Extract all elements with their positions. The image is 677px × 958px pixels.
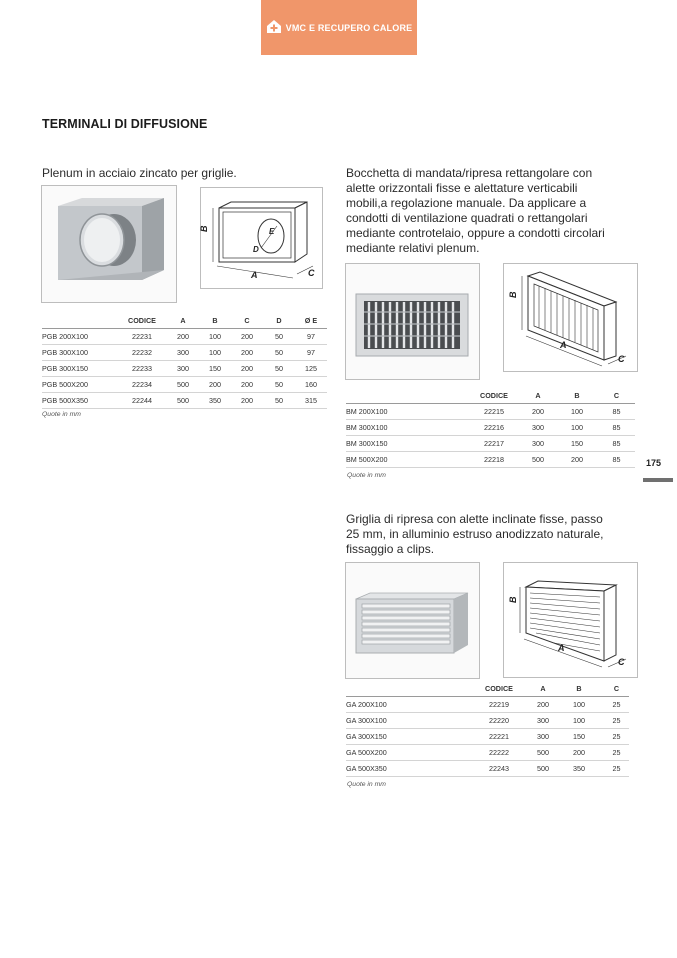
griglia-note: Quote in mm	[347, 781, 386, 788]
griglia-table	[346, 681, 629, 777]
table-cell: 22222	[466, 745, 532, 761]
bocchetta-note: Quote in mm	[347, 472, 386, 479]
table-cell: BM 200X100	[346, 404, 468, 420]
table-cell: 500	[532, 745, 554, 761]
table-row	[346, 761, 629, 777]
table-cell: 25	[604, 713, 629, 729]
griglia-dim-b: B	[508, 596, 518, 603]
table-cell: 300	[532, 729, 554, 745]
table-cell: 85	[598, 452, 635, 468]
table-header-row	[346, 681, 629, 697]
table-cell: 100	[554, 713, 604, 729]
table-cell: GA 500X350	[346, 761, 466, 777]
column-header: Ø E	[295, 313, 327, 329]
table-row	[346, 745, 629, 761]
table-row	[346, 713, 629, 729]
column-header	[346, 388, 468, 404]
column-header: CODICE	[466, 681, 532, 697]
table-row	[42, 361, 327, 377]
table-cell: GA 200X100	[346, 697, 466, 713]
table-cell: 100	[556, 404, 598, 420]
table-cell: 150	[556, 436, 598, 452]
table-cell: 315	[295, 393, 327, 409]
page-marker-bar	[643, 478, 673, 482]
table-row	[42, 377, 327, 393]
table-row	[42, 393, 327, 409]
plenum-description: Plenum in acciaio zincato per griglie.	[42, 166, 237, 180]
column-header: A	[532, 681, 554, 697]
plenum-dim-b: B	[199, 225, 209, 232]
column-header	[42, 313, 117, 329]
table-cell: 200	[167, 329, 199, 345]
plenum-photo	[41, 185, 177, 303]
column-header: B	[556, 388, 598, 404]
table-cell: 22216	[468, 420, 520, 436]
column-header: D	[263, 313, 295, 329]
table-cell: 22218	[468, 452, 520, 468]
table-cell: 500	[532, 761, 554, 777]
table-cell: GA 300X150	[346, 729, 466, 745]
description-line: Bocchetta di mandata/ripresa rettangolare con	[346, 166, 593, 180]
column-header: A	[167, 313, 199, 329]
table-cell: 22217	[468, 436, 520, 452]
column-header: A	[520, 388, 556, 404]
table-cell: BM 300X150	[346, 436, 468, 452]
category-tab	[261, 0, 417, 55]
column-header: C	[231, 313, 263, 329]
table-cell: 200	[231, 377, 263, 393]
table-cell: 50	[263, 377, 295, 393]
table-cell: 150	[199, 361, 231, 377]
table-cell: 100	[556, 420, 598, 436]
griglia-description	[346, 512, 603, 557]
plenum-dim-c: C	[308, 268, 315, 278]
table-cell: 500	[520, 452, 556, 468]
table-header-row	[42, 313, 327, 329]
table-cell: 22221	[466, 729, 532, 745]
table-cell: PGB 300X150	[42, 361, 117, 377]
table-cell: 300	[520, 436, 556, 452]
table-cell: 22220	[466, 713, 532, 729]
table-cell: 100	[554, 697, 604, 713]
table-cell: 500	[167, 377, 199, 393]
table-header-row	[346, 388, 635, 404]
table-cell: 150	[554, 729, 604, 745]
description-line: 25 mm, in alluminio estruso anodizzato naturale,	[346, 527, 604, 541]
table-cell: PGB 200X100	[42, 329, 117, 345]
table-cell: BM 300X100	[346, 420, 468, 436]
table-cell: BM 500X200	[346, 452, 468, 468]
section-title: TERMINALI DI DIFFUSIONE	[42, 117, 208, 131]
table-cell: 300	[167, 345, 199, 361]
plenum-diagram	[200, 187, 323, 289]
table-row	[346, 404, 635, 420]
table-cell: 50	[263, 329, 295, 345]
description-line: mediante relativi plenum.	[346, 241, 480, 255]
table-cell: 350	[554, 761, 604, 777]
table-row	[42, 345, 327, 361]
column-header: C	[598, 388, 635, 404]
table-cell: 97	[295, 329, 327, 345]
table-cell: 300	[520, 420, 556, 436]
table-cell: 50	[263, 361, 295, 377]
table-row	[42, 329, 327, 345]
table-cell: 50	[263, 345, 295, 361]
table-cell: 200	[231, 329, 263, 345]
description-line: condotti di ventilazione quadrati o rettangolari	[346, 211, 588, 225]
table-cell: 22232	[117, 345, 167, 361]
column-header	[346, 681, 466, 697]
table-cell: 200	[199, 377, 231, 393]
table-cell: 160	[295, 377, 327, 393]
griglia-photo	[345, 562, 480, 679]
table-cell: 300	[167, 361, 199, 377]
table-cell: GA 300X100	[346, 713, 466, 729]
plenum-note: Quote in mm	[42, 411, 81, 418]
griglia-diagram	[503, 562, 638, 678]
table-cell: 100	[199, 329, 231, 345]
description-line: mediante controtelaio, oppure a condotti circolari	[346, 226, 605, 240]
plenum-dim-e: E	[269, 227, 275, 236]
table-cell: 25	[604, 729, 629, 745]
table-cell: 22215	[468, 404, 520, 420]
table-cell: 22231	[117, 329, 167, 345]
column-header: B	[554, 681, 604, 697]
griglia-dim-c: C	[618, 657, 625, 667]
bocchetta-table	[346, 388, 635, 468]
table-row	[346, 420, 635, 436]
table-cell: PGB 500X200	[42, 377, 117, 393]
table-cell: 22243	[466, 761, 532, 777]
table-cell: 22219	[466, 697, 532, 713]
bocchetta-dim-a: A	[560, 340, 567, 350]
category-label: VMC E RECUPERO CALORE	[285, 22, 413, 33]
table-cell: 350	[199, 393, 231, 409]
table-cell: 25	[604, 697, 629, 713]
griglia-dim-a: A	[558, 643, 565, 653]
table-cell: GA 500X200	[346, 745, 466, 761]
bocchetta-description	[346, 166, 605, 256]
description-line: fissaggio a clips.	[346, 542, 435, 556]
table-cell: 85	[598, 420, 635, 436]
bocchetta-photo	[345, 263, 480, 380]
plenum-dim-a: A	[251, 270, 258, 280]
table-cell: 22234	[117, 377, 167, 393]
table-cell: 25	[604, 761, 629, 777]
table-cell: 200	[520, 404, 556, 420]
table-row	[346, 697, 629, 713]
bocchetta-dim-c: C	[618, 354, 625, 364]
table-cell: 300	[532, 713, 554, 729]
table-cell: PGB 500X350	[42, 393, 117, 409]
table-cell: 22244	[117, 393, 167, 409]
column-header: C	[604, 681, 629, 697]
page-number: 175	[646, 458, 662, 468]
plenum-dim-d: D	[253, 245, 259, 254]
description-line: alette orizzontali fisse e alettature verticabili	[346, 181, 578, 195]
description-line: mobili,a regolazione manuale. Da applicare a	[346, 196, 587, 210]
table-cell: 97	[295, 345, 327, 361]
table-row	[346, 729, 629, 745]
table-cell: 25	[604, 745, 629, 761]
column-header: CODICE	[117, 313, 167, 329]
table-cell: 85	[598, 404, 635, 420]
column-header: CODICE	[468, 388, 520, 404]
table-cell: 200	[231, 345, 263, 361]
table-row	[346, 436, 635, 452]
table-cell: 200	[231, 361, 263, 377]
table-cell: 85	[598, 436, 635, 452]
table-cell: 200	[532, 697, 554, 713]
table-cell: 200	[556, 452, 598, 468]
table-row	[346, 452, 635, 468]
table-cell: PGB 300X100	[42, 345, 117, 361]
plenum-table	[42, 313, 327, 409]
bocchetta-dim-b: B	[508, 291, 518, 298]
table-cell: 500	[167, 393, 199, 409]
table-cell: 100	[199, 345, 231, 361]
table-cell: 50	[263, 393, 295, 409]
description-line: Griglia di ripresa con alette inclinate fisse, passo	[346, 512, 603, 526]
bocchetta-diagram	[503, 263, 638, 372]
table-cell: 125	[295, 361, 327, 377]
table-cell: 200	[554, 745, 604, 761]
table-cell: 200	[231, 393, 263, 409]
column-header: B	[199, 313, 231, 329]
house-plus-icon	[266, 19, 286, 36]
table-cell: 22233	[117, 361, 167, 377]
